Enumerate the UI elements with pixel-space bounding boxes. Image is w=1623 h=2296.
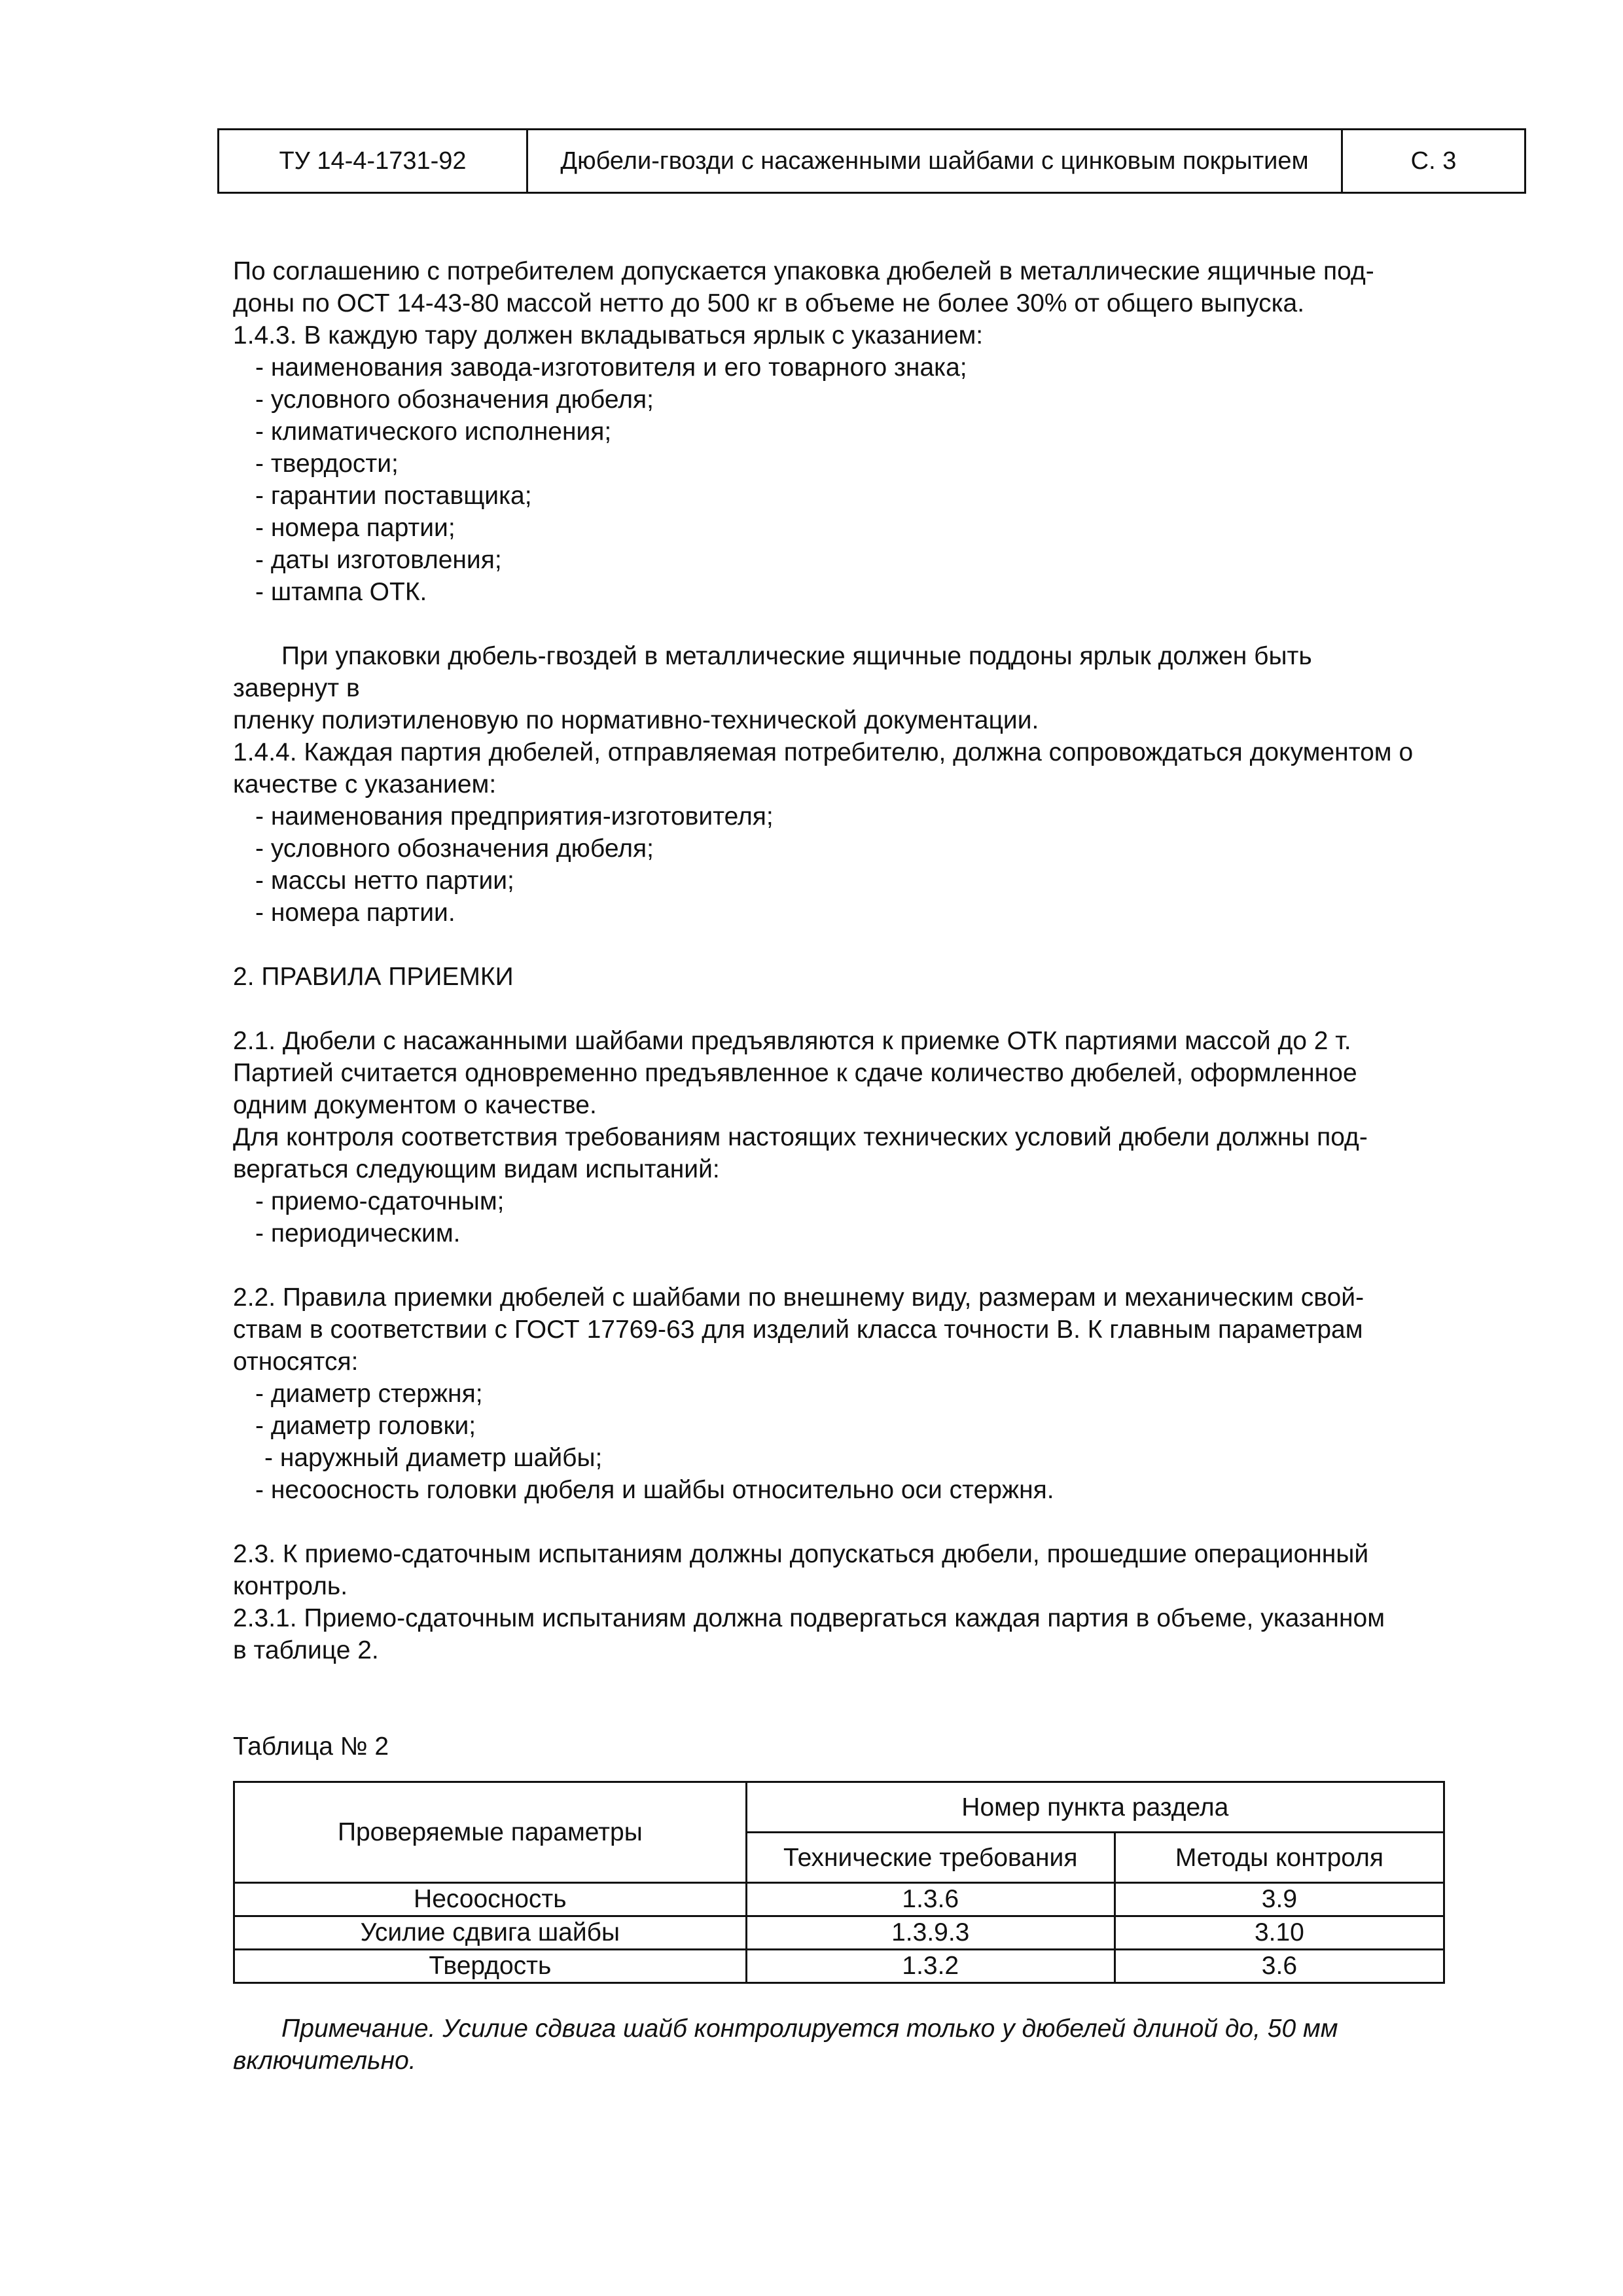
acceptance-rules-section (233, 1282, 1509, 1506)
packaging-section (233, 255, 1509, 608)
table-note: Примечание. Усилие сдвига шайб контролируется только у дюбелей длиной до, 50 мм включительно. (233, 2015, 1346, 2075)
table-caption: Таблица № 2 (233, 1732, 389, 1761)
list-item: - номера партии. (255, 899, 455, 927)
table-header-parameters: Проверяемые параметры (234, 1782, 747, 1883)
paragraph-line: пленку полиэтиленовую по нормативно-технической документации. (233, 706, 1039, 734)
table-cell: 3.6 (1115, 1950, 1444, 1983)
paragraph-line: вергаться следующим видам испытаний: (233, 1155, 720, 1183)
page-header (217, 128, 1526, 194)
parameters-table (233, 1781, 1445, 1984)
document-title: Дюбели-гвозди с насаженными шайбами с цинковым покрытием (528, 130, 1343, 192)
list-item: - массы нетто партии; (255, 867, 514, 895)
list-item: - наименования завода-изготовителя и его товарного знака; (255, 353, 967, 382)
list-item: - наименования предприятия-изготовителя; (255, 802, 774, 831)
list-item: - периодическим. (255, 1219, 461, 1247)
paragraph-line: в таблице 2. (233, 1636, 379, 1664)
paragraph-line: При упаковки дюбель-гвоздей в металлические ящичные поддоны ярлык должен быть (281, 642, 1312, 670)
list-item: - диаметр стержня; (255, 1380, 483, 1408)
paragraph-line: 2.1. Дюбели с насажанными шайбами предъявляются к приемке ОТК партиями массой до 2 т. (233, 1027, 1351, 1055)
list-item: - даты изготовления; (255, 546, 502, 574)
document-body (233, 255, 1509, 2077)
list-item: - условного обозначения дюбеля; (255, 386, 654, 414)
section-heading: 2. ПРАВИЛА ПРИЕМКИ (233, 963, 514, 991)
paragraph-line: 2.3. К приемо-сдаточным испытаниям должны допускаться дюбели, прошедшие операционный (233, 1540, 1369, 1568)
table-cell: 1.3.2 (746, 1950, 1115, 1983)
list-item: - штампа ОТК. (255, 578, 427, 606)
paragraph-line: Для контроля соответствия требованиям настоящих технических условий дюбели должны под- (233, 1123, 1368, 1151)
paragraph-line: завернут в (233, 674, 360, 702)
label-section (233, 640, 1509, 929)
paragraph-line: Партией считается одновременно предъявленное к сдаче количество дюбелей, оформленное (233, 1059, 1357, 1087)
paragraph-line: 1.4.4. Каждая партия дюбелей, отправляемая потребителю, должна сопровождаться документом о (233, 738, 1414, 766)
paragraph-line: 2.3.1. Приемо-сдаточным испытаниям должна подвергаться каждая партия в объеме, указанном (233, 1604, 1385, 1632)
paragraph-line: относятся: (233, 1348, 359, 1376)
table-header-group: Номер пункта раздела (746, 1782, 1444, 1833)
list-item: - номера партии; (255, 514, 455, 542)
list-item: - условного обозначения дюбеля; (255, 834, 654, 863)
table-row (234, 1883, 1444, 1916)
paragraph-line: качестве с указанием: (233, 770, 497, 798)
document-code: ТУ 14-4-1731-92 (219, 130, 528, 192)
list-item: - наружный диаметр шайбы; (264, 1444, 603, 1472)
paragraph-line: ствам в соответствии с ГОСТ 17769-63 для изделий класса точности В. К главным параметрам (233, 1316, 1363, 1344)
acceptance-section (233, 1025, 1509, 1249)
table-row (234, 1950, 1444, 1983)
table-row (234, 1916, 1444, 1950)
table-cell: 1.3.9.3 (746, 1916, 1115, 1950)
table-cell: 1.3.6 (746, 1883, 1115, 1916)
list-item: - диаметр головки; (255, 1412, 476, 1440)
list-item: - несоосность головки дюбеля и шайбы относительно оси стержня. (255, 1476, 1054, 1504)
page-number: С. 3 (1410, 147, 1457, 175)
list-item: - приемо-сдаточным; (255, 1187, 505, 1215)
paragraph-line: 1.4.3. В каждую тару должен вкладываться ярлык с указанием: (233, 321, 984, 350)
tests-section (233, 1538, 1509, 1666)
table-cell: 3.9 (1115, 1883, 1444, 1916)
paragraph-line: одним документом о качестве. (233, 1091, 597, 1119)
paragraph-line: По соглашению с потребителем допускается упаковка дюбелей в металлические ящичные под- (233, 257, 1374, 285)
list-item: - твердости; (255, 450, 399, 478)
table-cell: Усилие сдвига шайбы (234, 1916, 747, 1950)
paragraph-line: контроль. (233, 1572, 348, 1600)
table-header-methods: Методы контроля (1115, 1833, 1444, 1883)
table-cell: Твердость (234, 1950, 747, 1983)
list-item: - гарантии поставщика; (255, 482, 532, 510)
paragraph-line: доны по ОСТ 14-43-80 массой нетто до 500 кг в объеме не более 30% от общего выпуска. (233, 289, 1305, 317)
table-cell: Несоосность (234, 1883, 747, 1916)
table-cell: 3.10 (1115, 1916, 1444, 1950)
table-header-requirements: Технические требования (746, 1833, 1115, 1883)
list-item: - климатического исполнения; (255, 418, 612, 446)
paragraph-line: 2.2. Правила приемки дюбелей с шайбами по внешнему виду, размерам и механическим свой- (233, 1283, 1364, 1312)
